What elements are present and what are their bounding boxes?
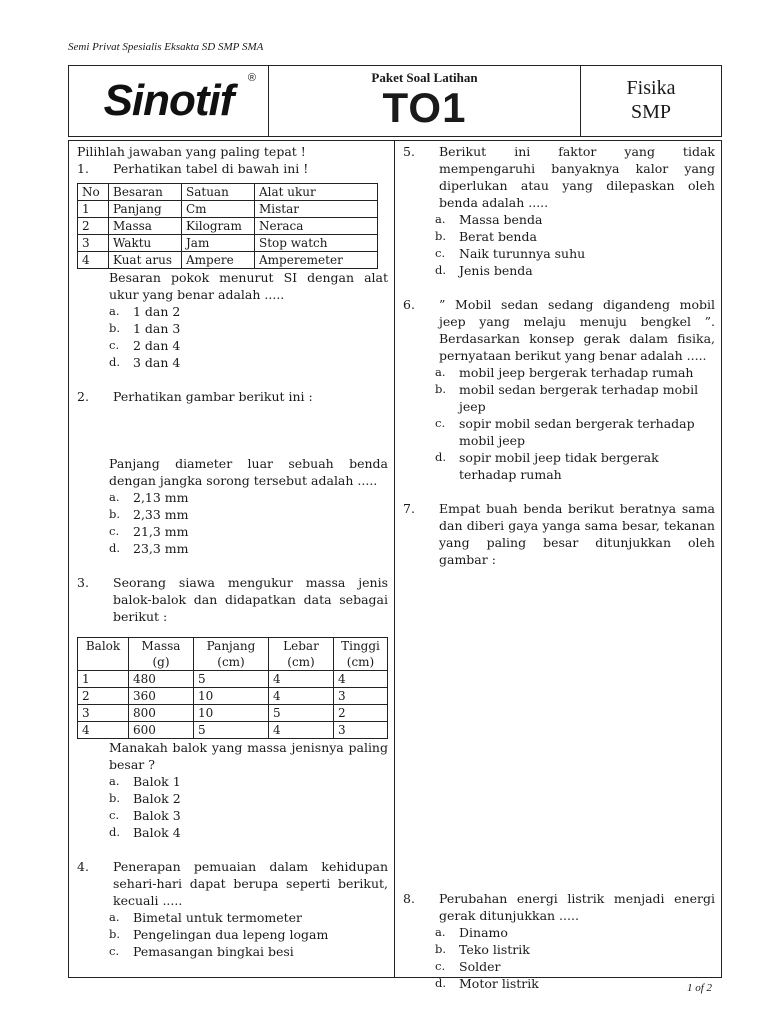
option-letter: a.	[109, 304, 120, 318]
logo-text: Sinotif	[103, 76, 234, 125]
table-cell: 4	[78, 722, 129, 739]
table-cell: 5	[194, 671, 269, 688]
option-text: 1 dan 2	[133, 304, 181, 319]
option-letter: b.	[435, 382, 447, 396]
question-text: Seorang siawa mengukur massa jenis balok-balok dan didapatkan data sebagai berikut :	[113, 575, 388, 624]
option-text: Massa benda	[459, 212, 543, 227]
answer-option[interactable]	[77, 523, 388, 540]
option-text: 2,33 mm	[133, 507, 189, 522]
table-cell: 4	[269, 688, 334, 705]
option-text: sopir mobil jeep tidak bergerak terhadap rumah	[459, 450, 659, 482]
table-row	[78, 671, 388, 688]
option-letter: b.	[109, 507, 121, 521]
table-cell: Jam	[182, 235, 255, 252]
option-letter: b.	[109, 791, 121, 805]
option-letter: d.	[109, 541, 121, 555]
option-letter: a.	[109, 490, 120, 504]
option-text: Balok 4	[133, 825, 181, 840]
question-number: 5.	[403, 144, 415, 159]
answer-option[interactable]	[77, 303, 388, 320]
answer-option[interactable]	[403, 415, 715, 449]
answer-option[interactable]	[403, 958, 715, 975]
question-text: Perhatikan gambar berikut ini :	[113, 389, 313, 404]
option-letter: a.	[435, 925, 446, 939]
option-letter: c.	[109, 944, 120, 958]
answer-option[interactable]	[77, 773, 388, 790]
table-cell: Cm	[182, 201, 255, 218]
question-4	[77, 858, 388, 909]
option-letter: b.	[109, 927, 121, 941]
answer-option[interactable]	[403, 381, 715, 415]
option-text: Pengelingan dua lepeng logam	[133, 927, 329, 942]
option-letter: b.	[435, 942, 447, 956]
option-letter: a.	[435, 212, 446, 226]
option-text: Berat benda	[459, 229, 537, 244]
option-letter: d.	[435, 263, 447, 277]
option-text: Jenis benda	[459, 263, 533, 278]
table-cell: Massa	[109, 218, 182, 235]
table-row	[78, 688, 388, 705]
table-cell: Kuat arus	[109, 252, 182, 269]
question-text: ” Mobil sedan sedang digandeng mobil jeep yang melaju menuju bengkel ”. Berdasarkan konsep gerak dalam fisika, pernyataan berikut yang benar adalah .....	[439, 297, 715, 363]
option-text: mobil jeep bergerak terhadap rumah	[459, 365, 694, 380]
question-prompt: Manakah balok yang massa jenisnya paling besar ?	[109, 740, 388, 772]
answer-option[interactable]	[77, 909, 388, 926]
table-cell: Stop watch	[255, 235, 378, 252]
table-cell: 4	[334, 671, 388, 688]
answer-option[interactable]	[77, 926, 388, 943]
table-header-row	[78, 184, 378, 201]
figure-space	[403, 568, 715, 890]
option-letter: a.	[109, 774, 120, 788]
table-cell: 10	[194, 688, 269, 705]
answer-option[interactable]	[403, 975, 715, 992]
exam-code: TO1	[382, 84, 467, 131]
question-text: Berikut ini faktor yang tidak mempengaruhi banyaknya kalor yang diperlukan atau yang dilepaskan oleh benda adalah .....	[439, 144, 715, 210]
option-text: Motor listrik	[459, 976, 539, 991]
option-text: 3 dan 4	[133, 355, 181, 370]
answer-option[interactable]	[77, 320, 388, 337]
table-cell: 800	[129, 705, 194, 722]
question-6	[403, 296, 715, 364]
question-number: 7.	[403, 501, 415, 516]
option-text: Dinamo	[459, 925, 508, 940]
question-7	[403, 500, 715, 568]
option-letter: d.	[435, 450, 447, 464]
answer-option[interactable]	[403, 262, 715, 279]
answer-option[interactable]	[403, 211, 715, 228]
exam-header	[68, 65, 722, 137]
table-cell: 5	[269, 705, 334, 722]
question-number: 6.	[403, 297, 415, 312]
option-text: Balok 1	[133, 774, 181, 789]
table-cell: 4	[269, 671, 334, 688]
option-text: mobil sedan bergerak terhadap mobil jeep	[459, 382, 699, 414]
question-prompt: Panjang diameter luar sebuah benda dengan jangka sorong tersebut adalah .....	[109, 456, 388, 488]
answer-option[interactable]	[77, 354, 388, 371]
option-letter: d.	[109, 825, 121, 839]
option-text: Bimetal untuk termometer	[133, 910, 303, 925]
option-letter: d.	[435, 976, 447, 990]
answer-option[interactable]	[403, 924, 715, 941]
table-cell: 4	[269, 722, 334, 739]
question-8	[403, 890, 715, 924]
table-header: No	[78, 184, 109, 201]
table-cell: 1	[78, 201, 109, 218]
table-cell: Neraca	[255, 218, 378, 235]
option-letter: a.	[109, 910, 120, 924]
answer-option[interactable]	[403, 941, 715, 958]
table-row	[78, 218, 378, 235]
table-cell: 2	[78, 688, 129, 705]
table-cell: 3	[334, 722, 388, 739]
option-text: 21,3 mm	[133, 524, 189, 539]
option-text: 1 dan 3	[133, 321, 181, 336]
answer-option[interactable]	[403, 245, 715, 262]
table-header: Lebar (cm)	[269, 638, 334, 671]
instruction: Pilihlah jawaban yang paling tepat !	[77, 144, 306, 159]
table-header: Satuan	[182, 184, 255, 201]
question-text: Empat buah benda berikut beratnya sama dan diberi gaya yanga sama besar, tekanan yang paling besar ditunjukkan oleh gambar :	[439, 501, 715, 567]
answer-option[interactable]	[77, 506, 388, 523]
table-cell: 1	[78, 671, 129, 688]
answer-option[interactable]	[77, 943, 388, 960]
question-number: 2.	[77, 389, 89, 404]
table-cell: Panjang	[109, 201, 182, 218]
table-cell: 10	[194, 705, 269, 722]
option-text: 2,13 mm	[133, 490, 189, 505]
option-letter: c.	[109, 338, 120, 352]
table-cell: 3	[78, 235, 109, 252]
option-letter: a.	[435, 365, 446, 379]
figure-space	[77, 405, 388, 455]
answer-option[interactable]	[77, 790, 388, 807]
table-cell: 480	[129, 671, 194, 688]
answer-option[interactable]	[77, 540, 388, 557]
table-cell: Waktu	[109, 235, 182, 252]
answer-option[interactable]	[77, 489, 388, 506]
table-cell: 3	[78, 705, 129, 722]
question-text: Penerapan pemuaian dalam kehidupan sehari-hari dapat berupa seperti berikut, kecuali .....	[113, 859, 388, 908]
package-title: Paket Soal Latihan	[371, 70, 478, 85]
answer-option[interactable]	[77, 824, 388, 841]
subject-level: SMP	[630, 101, 672, 123]
table-cell: Ampere	[182, 252, 255, 269]
answer-option[interactable]	[77, 807, 388, 824]
table-header-row	[78, 638, 388, 671]
question-5	[403, 143, 715, 211]
option-letter: c.	[435, 416, 446, 430]
question-number: 3.	[77, 575, 89, 590]
option-text: sopir mobil sedan bergerak terhadap mobil jeep	[459, 416, 695, 448]
option-letter: c.	[435, 246, 446, 260]
table-cell: 2	[334, 705, 388, 722]
question-3	[77, 574, 388, 625]
table-row	[78, 201, 378, 218]
table-row	[78, 235, 378, 252]
sinotif-logo	[69, 66, 269, 136]
header-title-cell	[269, 66, 581, 136]
question-2	[77, 388, 388, 405]
option-text: Pemasangan bingkai besi	[133, 944, 294, 959]
table-header: Panjang (cm)	[194, 638, 269, 671]
registered-mark: ®	[247, 72, 256, 84]
table-header: Massa (g)	[129, 638, 194, 671]
table-row	[78, 705, 388, 722]
table-cell: 5	[194, 722, 269, 739]
option-text: Solder	[459, 959, 501, 974]
option-text: Naik turunnya suhu	[459, 246, 586, 261]
table-header: Alat ukur	[255, 184, 378, 201]
subject-cell	[581, 66, 721, 136]
option-text: 2 dan 4	[133, 338, 181, 353]
table-row	[78, 722, 388, 739]
page-top-note: Semi Privat Spesialis Eksakta SD SMP SMA	[68, 41, 264, 53]
option-text: Balok 3	[133, 808, 181, 823]
table-cell: Amperemeter	[255, 252, 378, 269]
table-header: Tinggi (cm)	[334, 638, 388, 671]
table-cell: 2	[78, 218, 109, 235]
table-row	[78, 252, 378, 269]
subject-name: Fisika	[626, 77, 676, 99]
table-cell: 3	[334, 688, 388, 705]
table-cell: Kilogram	[182, 218, 255, 235]
answer-option[interactable]	[403, 364, 715, 381]
option-letter: c.	[109, 808, 120, 822]
table-cell: 360	[129, 688, 194, 705]
answer-option[interactable]	[403, 449, 715, 483]
option-letter: b.	[435, 229, 447, 243]
question-text: Perhatikan tabel di bawah ini !	[113, 161, 309, 176]
option-text: Balok 2	[133, 791, 181, 806]
left-column	[69, 141, 395, 977]
table-header: Balok	[78, 638, 129, 671]
option-letter: d.	[109, 355, 121, 369]
table-cell: Mistar	[255, 201, 378, 218]
option-letter: b.	[109, 321, 121, 335]
option-text: Teko listrik	[459, 942, 530, 957]
table-header: Besaran	[109, 184, 182, 201]
density-table	[77, 637, 388, 739]
option-letter: c.	[109, 524, 120, 538]
question-text: Perubahan energi listrik menjadi energi gerak ditunjukkan .....	[439, 891, 715, 923]
quantity-table	[77, 183, 378, 269]
table-cell: 600	[129, 722, 194, 739]
option-text: 23,3 mm	[133, 541, 189, 556]
page-number: 1 of 2	[686, 982, 712, 994]
question-prompt: Besaran pokok menurut SI dengan alat ukur yang benar adalah .....	[109, 270, 388, 302]
table-cell: 4	[78, 252, 109, 269]
option-letter: c.	[435, 959, 446, 973]
question-1	[77, 160, 388, 177]
answer-option[interactable]	[77, 337, 388, 354]
answer-option[interactable]	[403, 228, 715, 245]
question-number: 8.	[403, 891, 415, 906]
question-number: 4.	[77, 859, 89, 874]
question-number: 1.	[77, 161, 89, 176]
